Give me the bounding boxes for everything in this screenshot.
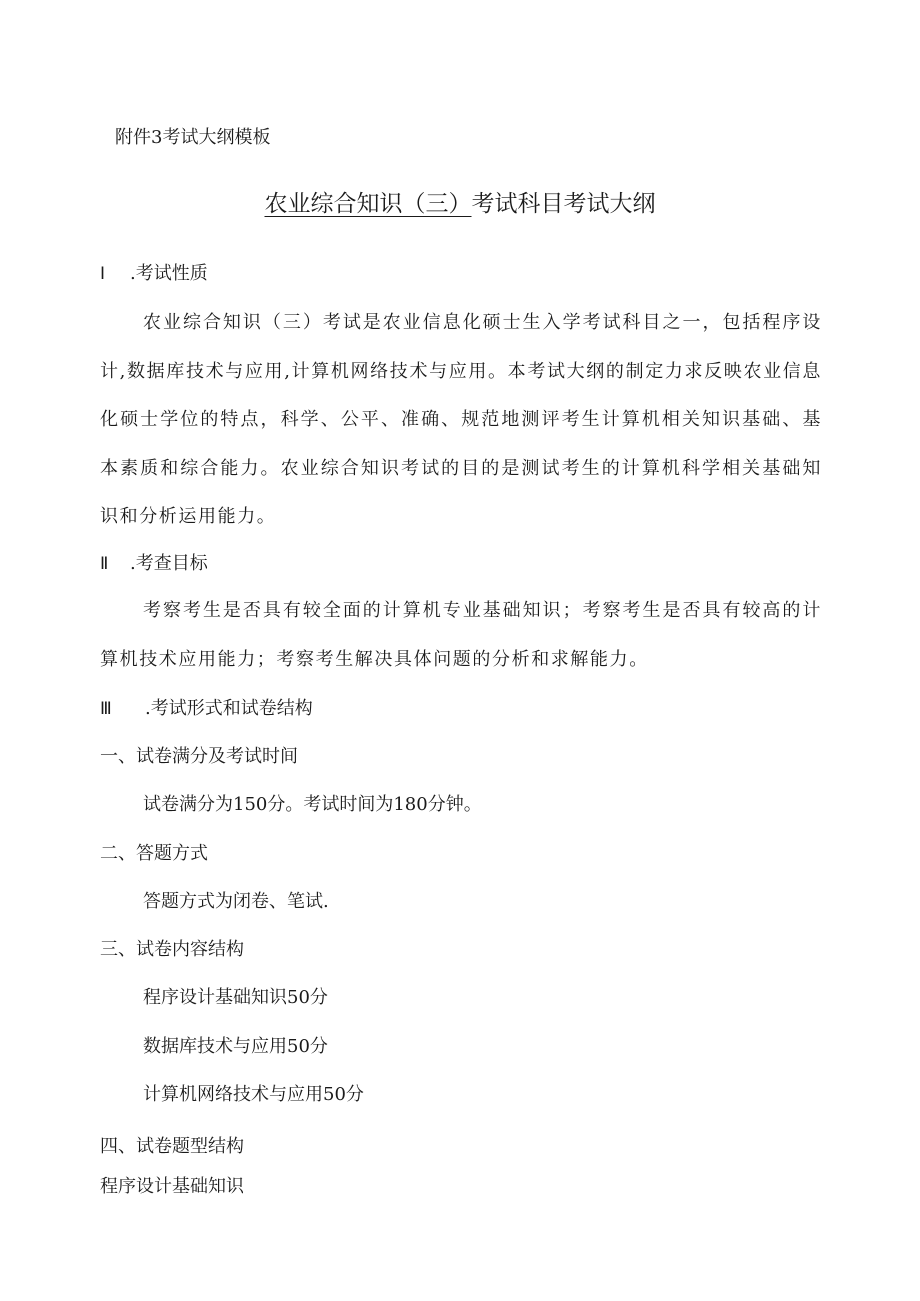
question-type-text: 程序设计基础知识: [100, 1176, 244, 1197]
attachment-label: 附件3考试大纲模板: [115, 127, 271, 148]
content-item: 程序设计基础知识50分: [143, 987, 328, 1008]
section-number: Ⅱ: [100, 554, 109, 574]
section-label: .考试性质: [130, 263, 208, 284]
section-number: Ⅲ: [100, 699, 112, 719]
content-item: 计算机网络技术与应用50分: [143, 1084, 364, 1105]
section-heading-2: [100, 552, 208, 576]
section-label: .考查目标: [130, 553, 208, 574]
document-title: [0, 189, 920, 219]
subheading-score-time: 一、试卷满分及考试时间: [100, 746, 298, 767]
title-subject: 农业综合知识（三）: [264, 191, 472, 217]
section-heading-3: [100, 697, 313, 721]
score-time-text: 试卷满分为150分。考试时间为180分钟。: [143, 794, 482, 815]
content-item: 数据库技术与应用50分: [143, 1036, 328, 1057]
section-heading-1: [100, 262, 208, 286]
section-label: .考试形式和试卷结构: [145, 698, 313, 719]
subheading-question-types: 四、试卷题型结构: [100, 1136, 244, 1157]
subheading-answer-method: 二、答题方式: [100, 843, 208, 864]
section-number: Ⅰ: [100, 264, 106, 284]
title-suffix: 考试科目考试大纲: [471, 191, 656, 217]
answer-method-text: 答题方式为闭卷、笔试.: [143, 891, 329, 912]
exam-nature-paragraph: 农业综合知识（三）考试是农业信息化硕士生入学考试科目之一，包括程序设计,数据库技术与应用,计算机网络技术与应用。本考试大纲的制定力求反映农业信息化硕士学位的特点，科学、公平、准确、规范地测评考生计算机相关知识基础、基本素质和综合能力。农业综合知识考试的目的是测试考生的计算机科学相关基础知识和分析运用能力。: [100, 312, 822, 527]
subheading-content-structure: 三、试卷内容结构: [100, 939, 244, 960]
exam-objective-paragraph: 考察考生是否具有较全面的计算机专业基础知识；考察考生是否具有较高的计算机技术应用能力；考察考生解决具体问题的分析和求解能力。: [100, 600, 822, 670]
